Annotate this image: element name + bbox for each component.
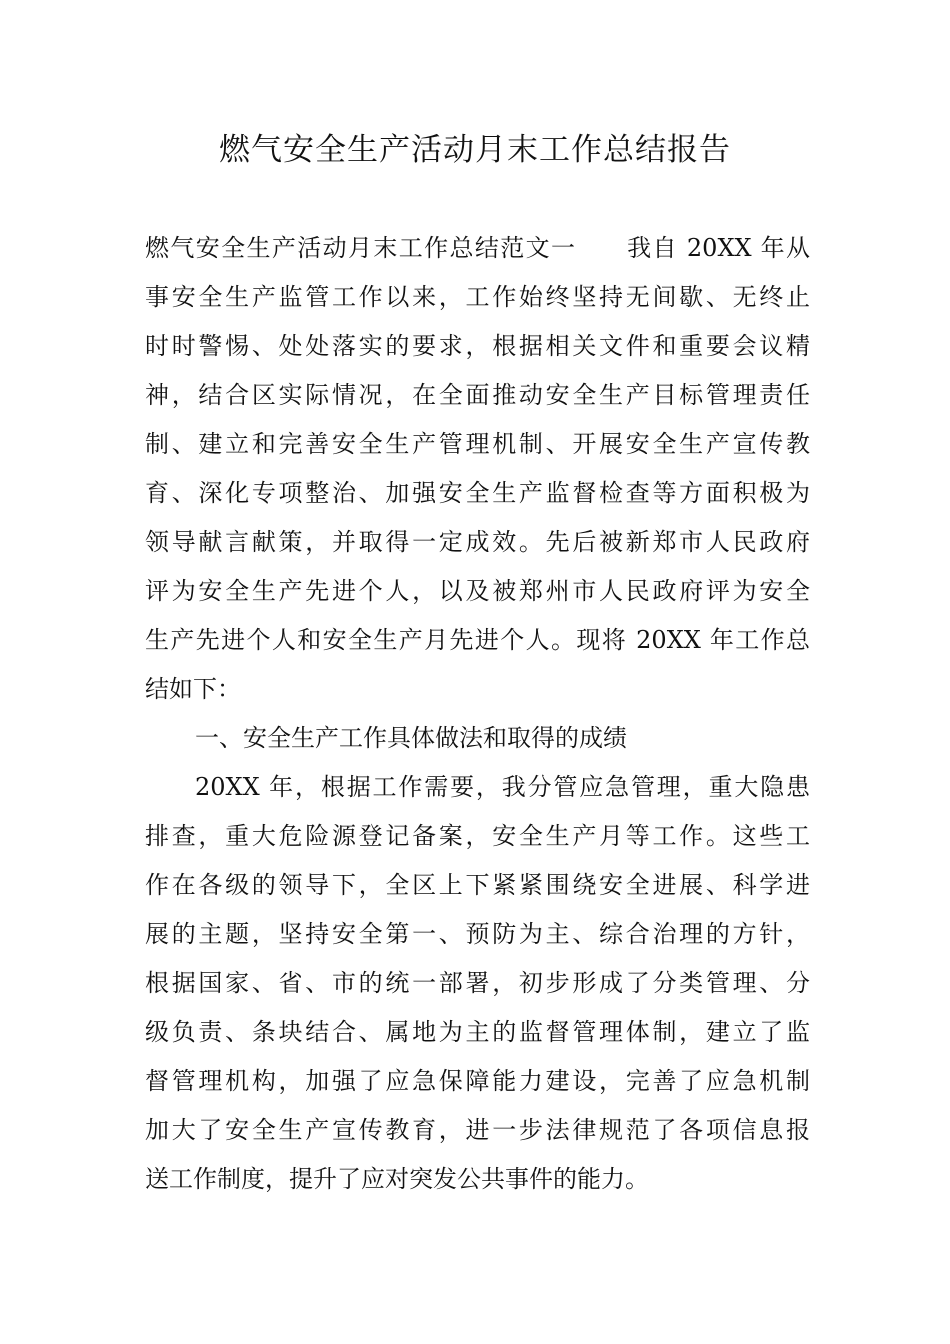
text-line: 时时警惕、处处落实的要求，根据相关文件和重要会议精: [145, 332, 810, 360]
text-line: 级负责、条块结合、属地为主的监督管理体制，建立了监: [145, 1018, 810, 1046]
text-line: 根据国家、省、市的统一部署，初步形成了分类管理、分: [145, 969, 810, 997]
text-line: 神，结合区实际情况，在全面推动安全生产目标管理责任: [145, 381, 810, 409]
text-line: 作在各级的领导下，全区上下紧紧围绕安全进展、科学进: [145, 871, 810, 899]
text-line: 排查，重大危险源登记备案，安全生产月等工作。这些工: [145, 822, 810, 850]
text-line: 育、深化专项整治、加强安全生产监督检查等方面积极为: [145, 479, 810, 507]
text-line: 事安全生产监管工作以来，工作始终坚持无间歇、无终止: [145, 283, 810, 311]
document-body: [145, 224, 810, 1204]
text-line: 展的主题，坚持安全第一、预防为主、综合治理的方针，: [145, 920, 810, 948]
text-line: 制、建立和完善安全生产管理机制、开展安全生产宣传教: [145, 430, 810, 458]
text-line: 20XX 年，根据工作需要，我分管应急管理，重大隐患: [195, 773, 810, 801]
text-line: 结如下：: [145, 675, 241, 703]
text-line: 燃气安全生产活动月末工作总结范文一 我自 20XX 年从: [145, 234, 810, 262]
text-line: 加大了安全生产宣传教育，进一步法律规范了各项信息报: [145, 1116, 810, 1144]
text-line: 生产先进个人和安全生产月先进个人。现将 20XX 年工作总: [145, 626, 810, 654]
text-line: 送工作制度，提升了应对突发公共事件的能力。: [145, 1165, 649, 1193]
text-line: 督管理机构，加强了应急保障能力建设，完善了应急机制: [145, 1067, 810, 1095]
text-line: 领导献言献策，并取得一定成效。先后被新郑市人民政府: [145, 528, 810, 556]
text-line: 评为安全生产先进个人，以及被郑州市人民政府评为安全: [145, 577, 810, 605]
document-title: 燃气安全生产活动月末工作总结报告: [219, 132, 731, 168]
text-line: 一、安全生产工作具体做法和取得的成绩: [195, 724, 627, 752]
